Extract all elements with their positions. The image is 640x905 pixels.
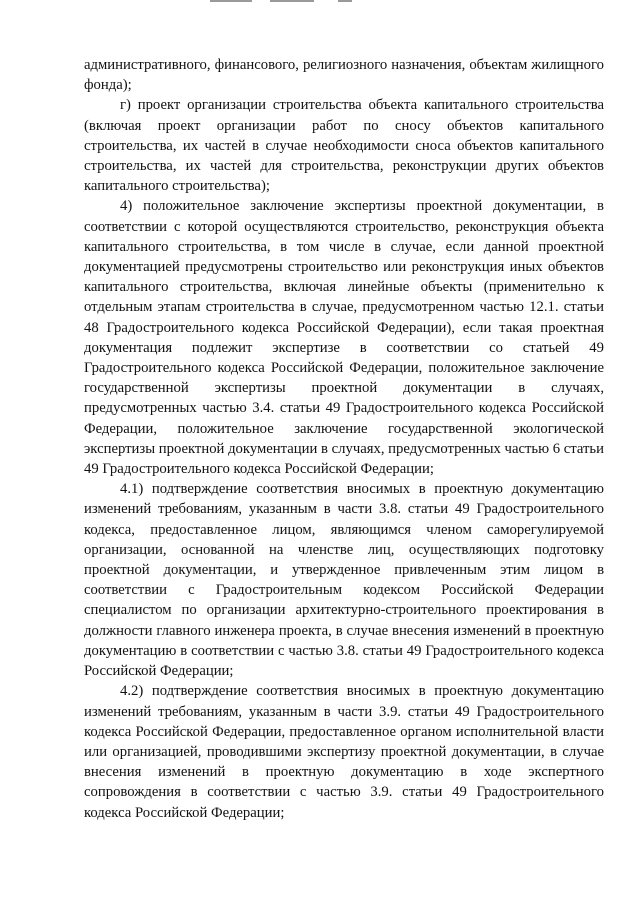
paragraph-item-4-1: 4.1) подтверждение соответствия вносимых в проектную документацию изменений требованиям, указанным в части 3.8. статьи 49 Градостроительного кодекса, предоставленное лицом, являющимся членом саморегулируемой организации, основанной на членстве лиц, осуществляющих подготовку проектной документации, и утвержденное привлеченным этим лицом в соответствии с Градостроительным кодексом Российской Федерации специалистом по организации архитектурно-строительного проектирования в должности главного инженера проекта, в случае внесения изменений в проектную документацию в соответствии с частью 3.8. статьи 49 Градостроительного кодекса Российской Федерации; [84, 481, 604, 680]
paragraph-item-4-2: 4.2) подтверждение соответствия вносимых в проектную документацию изменений требованиям, указанным в части 3.9. статьи 49 Градостроительного кодекса Российской Федерации, предоставленное органом исполнительной власти или организацией, проводившими экспертизу проектной документации, в случае внесения изменений в проектную документацию в ходе экспертного сопровождения в соответствии с частью 3.9. статьи 49 Градостроительного кодекса Российской Федерации; [84, 683, 604, 821]
scan-edge-marks [210, 0, 410, 4]
paragraph-item-4: 4) положительное заключение экспертизы проектной документации, в соответствии с которой осуществляются строительство, реконструкция объекта капитального строительства, в том числе в случае, если данной проектной документацией предусмотрены строительство или реконструкция иных объектов капитального строительства, включая линейные объекты (применительно к отдельным этапам строительства в случае, предусмотренном частью 12.1. статьи 48 Градостроительного кодекса Российской Федерации), если такая проектная документация подлежит экспертизе в соответствии со статьей 49 Градостроительного кодекса Российской Федерации, положительное заключение государственной экспертизы проектной документации в случаях, предусмотренных частью 3.4. статьи 49 Градостроительного кодекса Российской Федерации, положительное заключение государственной экологической экспертизы проектной документации в случаях, предусмотренных частью 6 статьи 49 Градостроительного кодекса Российской Федерации; [84, 198, 604, 478]
paragraph-item-g: г) проект организации строительства объекта капитального строительства (включая проект организации работ по сносу объектов капитального строительства, их частей в случае необходимости сноса объектов капитального строительства, их частей для строительства, реконструкции других объектов капитального строительства); [84, 97, 604, 195]
paragraph-continuation: административного, финансового, религиозного назначения, объектам жилищного фонда); [84, 57, 604, 94]
document-body [84, 55, 604, 823]
